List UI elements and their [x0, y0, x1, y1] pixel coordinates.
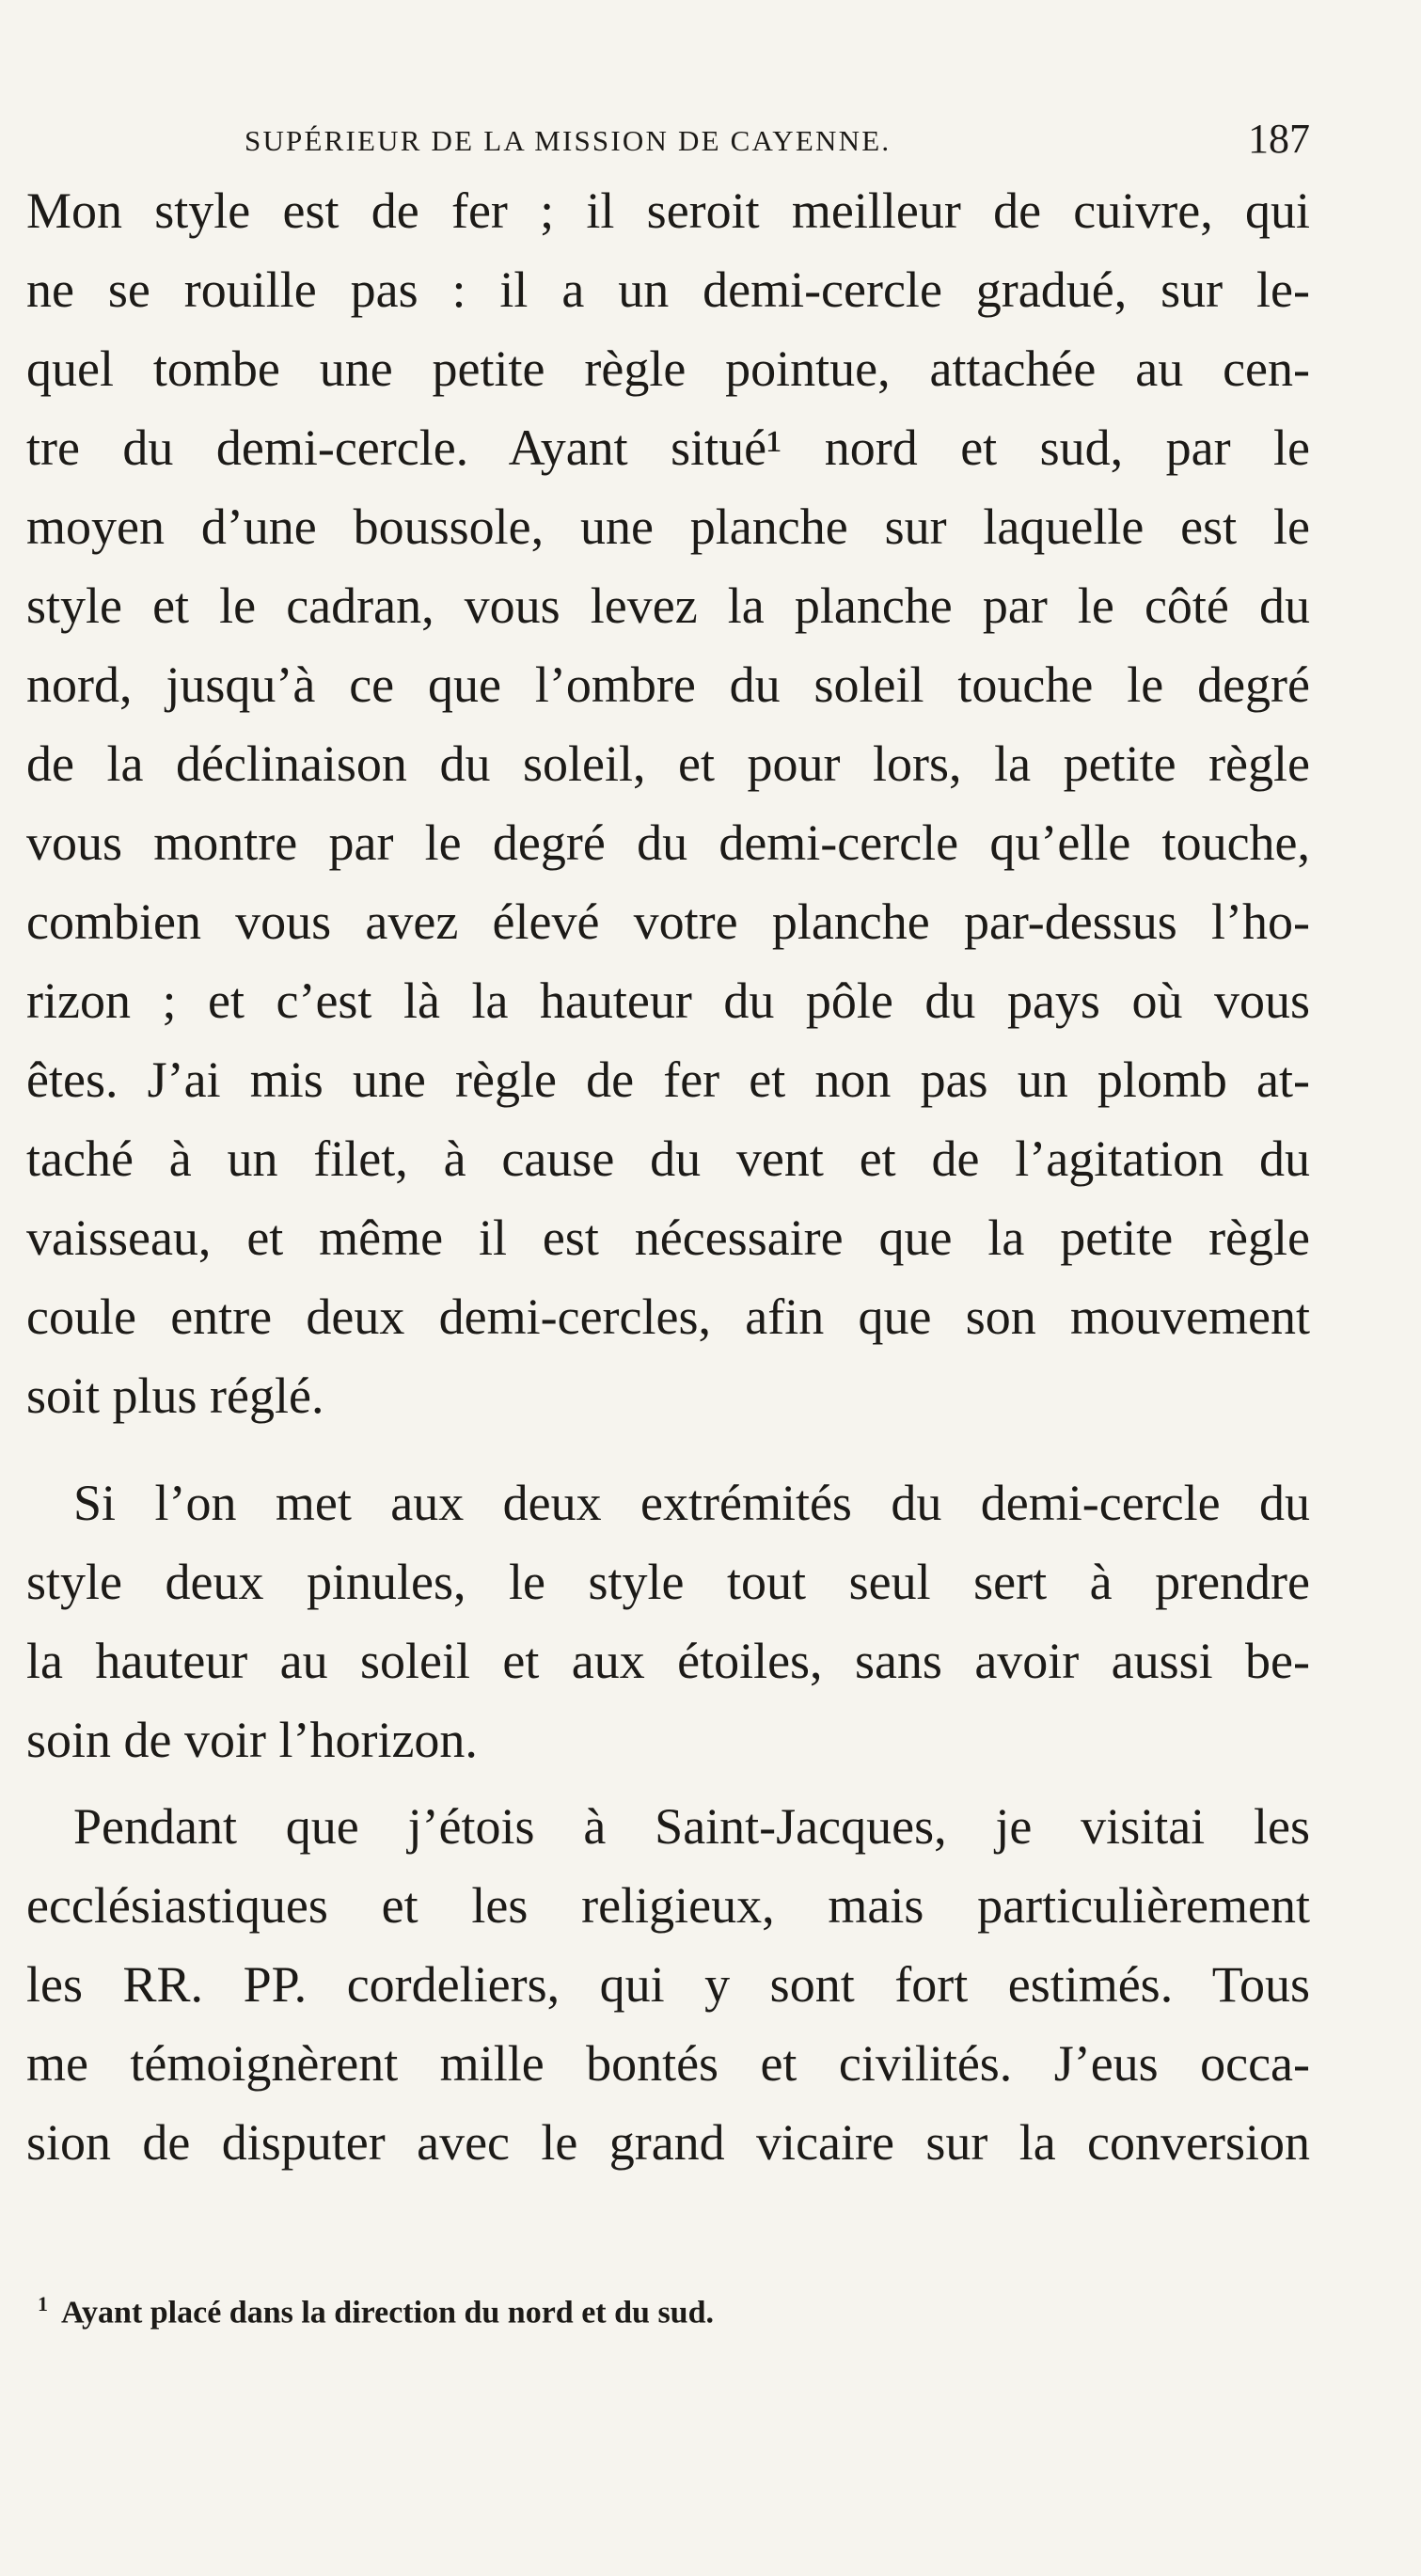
body-line: quel tombe une petite règle pointue, attachée au cen- [26, 340, 1310, 397]
body-line: style deux pinules, le style tout seul sert à prendre [26, 1554, 1310, 1610]
body-line: soit plus réglé. [26, 1367, 324, 1424]
body-line: nord, jusqu’à ce que l’ombre du soleil touche le degré [26, 656, 1310, 713]
body-line: les RR. PP. cordeliers, qui y sont fort estimés. Tous [26, 1956, 1310, 2013]
body-line: taché à un filet, à cause du vent et de l’agitation du [26, 1130, 1310, 1187]
body-line: êtes. J’ai mis une règle de fer et non pas un plomb at- [26, 1051, 1310, 1108]
body-line: ecclésiastiques et les religieux, mais particulièrement [26, 1877, 1310, 1934]
body-line: sion de disputer avec le grand vicaire sur la conversion [26, 2114, 1310, 2171]
running-head [26, 111, 1310, 167]
body-line: me témoignèrent mille bontés et civilités. J’eus occa- [26, 2035, 1310, 2092]
body-line: style et le cadran, vous levez la planche par le côté du [26, 577, 1310, 634]
body-line: vaisseau, et même il est nécessaire que la petite règle [26, 1209, 1310, 1266]
body-line: coule entre deux demi-cercles, afin que son mouvement [26, 1288, 1310, 1345]
body-line: de la déclinaison du soleil, et pour lors, la petite règle [26, 735, 1310, 792]
body-line: ne se rouille pas : il a un demi-cercle gradué, sur le- [26, 261, 1310, 318]
page-number: 187 [1248, 116, 1310, 162]
running-title: SUPÉRIEUR DE LA MISSION DE CAYENNE. [245, 124, 892, 157]
body-line: soin de voir l’horizon. [26, 1712, 478, 1768]
body-line: moyen d’une boussole, une planche sur laquelle est le [26, 498, 1310, 555]
body-line: combien vous avez élevé votre planche par-dessus l’ho- [26, 893, 1310, 950]
body-line: vous montre par le degré du demi-cercle qu’elle touche, [26, 814, 1310, 871]
footnote-text: Ayant placé dans la direction du nord et du sud. [61, 2295, 714, 2331]
body-line: Si l’on met aux deux extrémités du demi-cercle du [73, 1475, 1310, 1531]
body-line: la hauteur au soleil et aux étoiles, sans avoir aussi be- [26, 1633, 1310, 1689]
footnote-marker: 1 [38, 2292, 48, 2315]
body-line: rizon ; et c’est là la hauteur du pôle du pays où vous [26, 972, 1310, 1029]
body-line: Mon style est de fer ; il seroit meilleur de cuivre, qui [26, 182, 1310, 239]
body-line: Pendant que j’étois à Saint-Jacques, je visitai les [73, 1798, 1310, 1855]
footnote [38, 2292, 1260, 2331]
body-line: tre du demi-cercle. Ayant situé¹ nord et sud, par le [26, 419, 1310, 476]
